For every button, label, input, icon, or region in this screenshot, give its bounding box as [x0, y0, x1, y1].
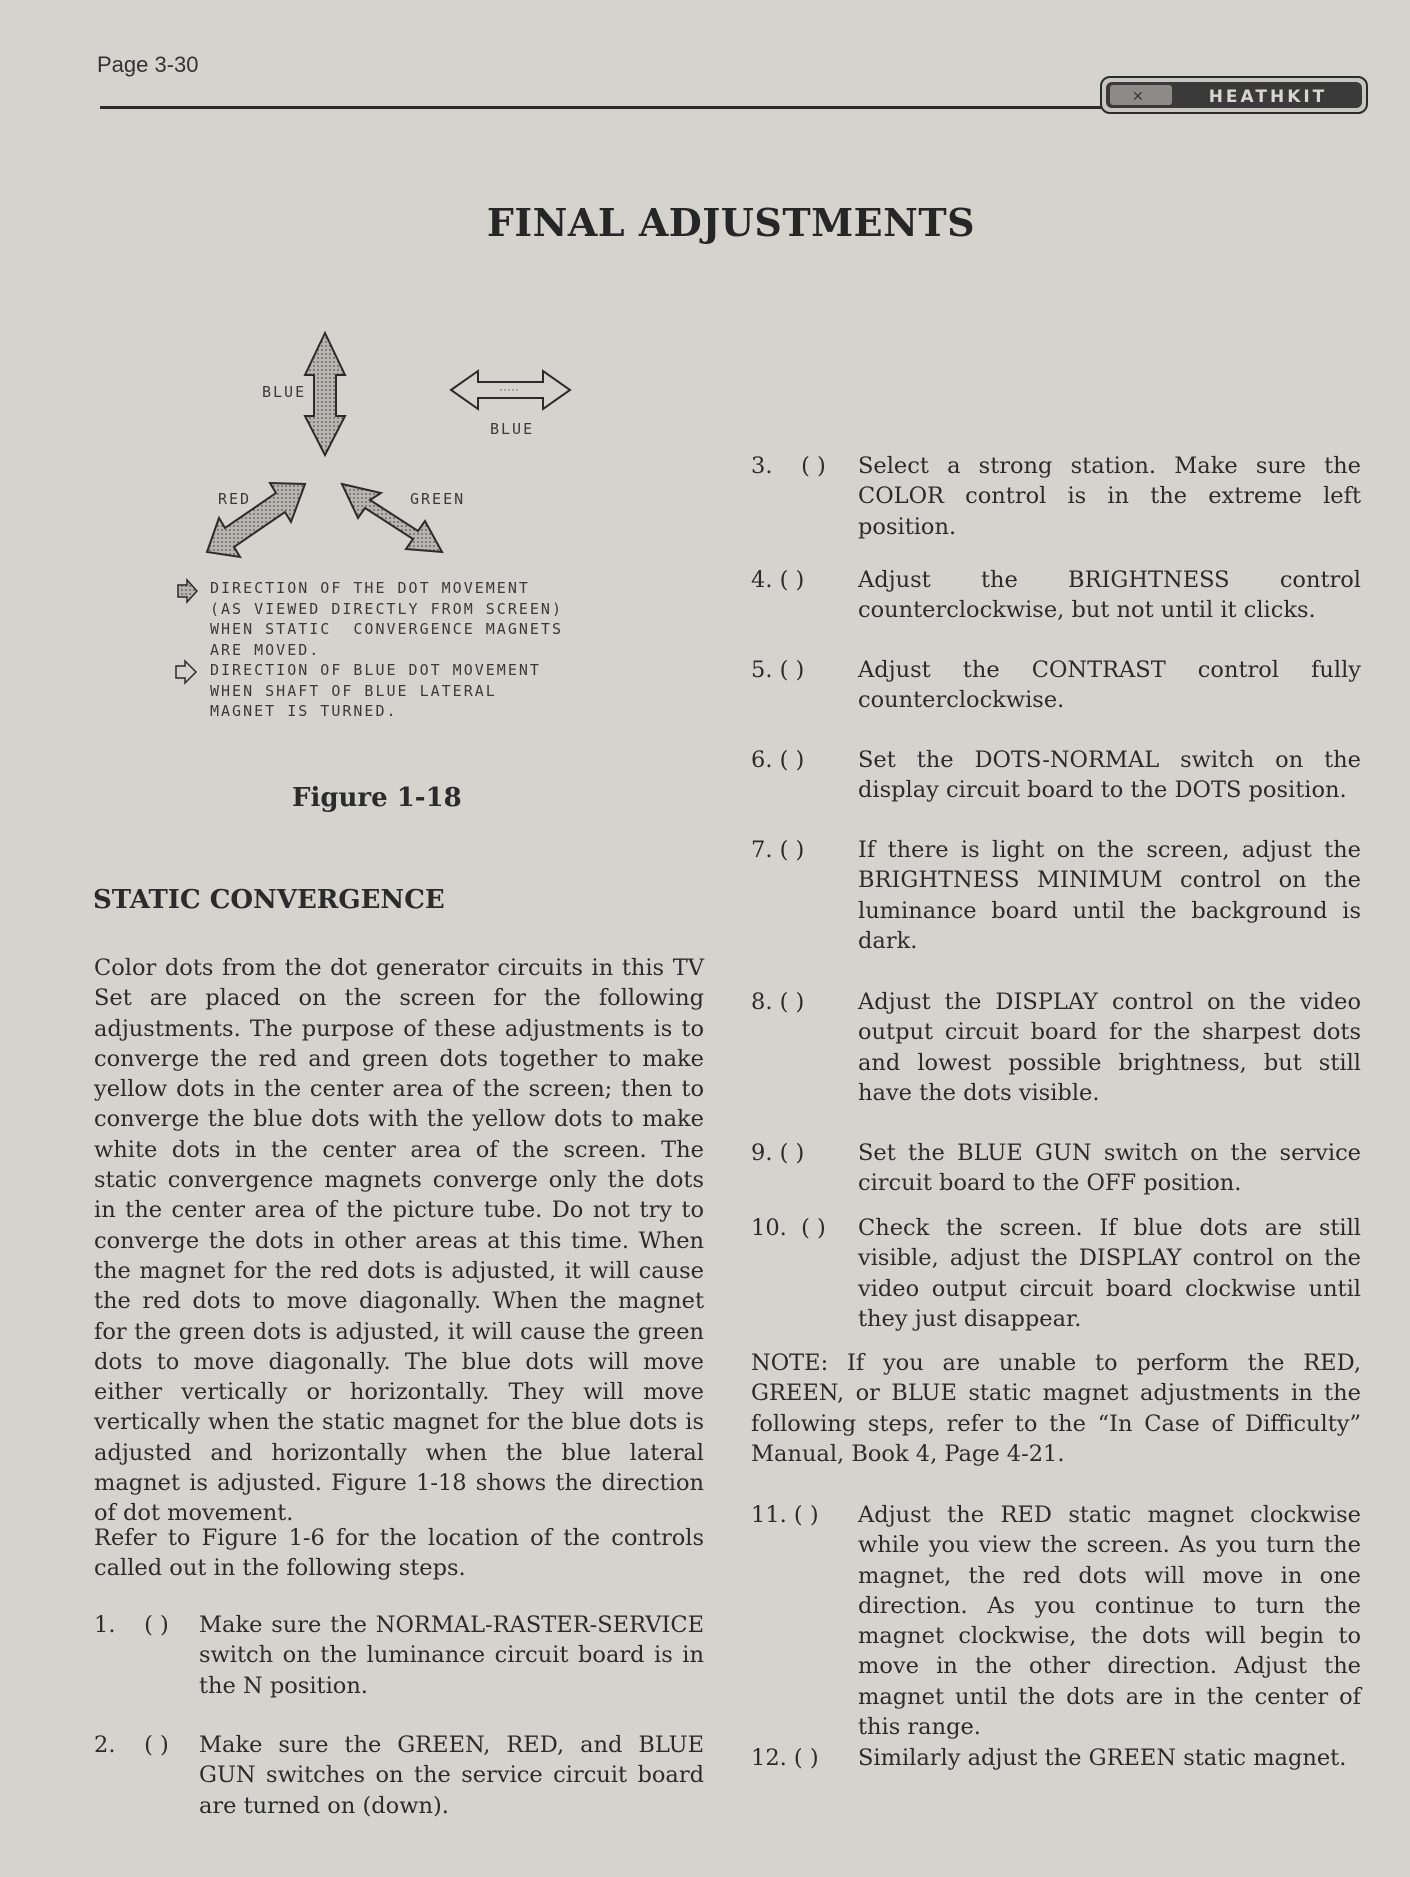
step-number: 5. ( ) [751, 657, 805, 683]
step-text: Select a strong station. Make sure the COLOR control is in the extreme left position. [858, 453, 1361, 540]
step-number: 7. ( ) [751, 837, 805, 863]
step-text: Adjust the RED static magnet clockwise while you view the screen. As you turn the magnet, the red dots will move in one direction. As you continue to turn the magnet clockwise, the dots will begin to move in the other direction. Adjust the magnet until the dots are in the center of this range. [858, 1502, 1361, 1741]
figure-legend [178, 578, 563, 722]
step-7 [751, 835, 1361, 956]
step-text: Similarly adjust the GREEN static magnet. [858, 1745, 1347, 1771]
step-text: Check the screen. If blue dots are still visible, adjust the DISPLAY control on the video output circuit board clockwise until they just disappear. [858, 1215, 1361, 1332]
heathkit-logo [1100, 76, 1368, 114]
label-green: GREEN [410, 490, 466, 508]
blue-horizontal-arrow [451, 371, 570, 409]
step-text: Make sure the NORMAL-RASTER-SERVICE switch on the luminance circuit board is in the N position. [199, 1612, 704, 1699]
step-6 [751, 745, 1361, 806]
label-blue-horizontal: BLUE [490, 420, 535, 438]
legend-item-filled: DIRECTION OF THE DOT MOVEMENT (AS VIEWED DIRECTLY FROM SCREEN) WHEN STATIC CONVERGENCE MAGNETS ARE MOVED. [210, 579, 563, 659]
step-1 [94, 1610, 704, 1701]
step-text: Set the BLUE GUN switch on the service circuit board to the OFF position. [858, 1140, 1361, 1197]
step-text: Make sure the GREEN, RED, and BLUE GUN switches on the service circuit board are turned on (down). [199, 1732, 704, 1819]
step-text: If there is light on the screen, adjust the BRIGHTNESS MINIMUM control on the luminance board until the background is dark. [858, 837, 1361, 954]
step-text: Adjust the DISPLAY control on the video output circuit board for the sharpest dots and lowest possible brightness, but still have the dots visible. [858, 989, 1361, 1106]
step-number: 4. ( ) [751, 567, 805, 593]
step-number: 3. ( ) [751, 453, 826, 479]
step-text: Adjust the CONTRAST control fully counterclockwise. [858, 657, 1361, 714]
note-paragraph: NOTE: If you are unable to perform the RED, GREEN, or BLUE static magnet adjustments in the following steps, refer to the “In Case of Difficulty” Manual, Book 4, Page 4-21. [751, 1350, 1361, 1467]
step-12 [751, 1743, 1361, 1773]
intro-paragraph: Color dots from the dot generator circuits in this TV Set are placed on the screen for the following adjustments. The purpose of these adjustments is to converge the red and green dots together to make yellow dots in the center area of the screen; then to converge the blue dots with the yellow dots to make white dots in the center area of the screen. The static convergence magnets converge only the dots in the center area of the picture tube. Do not try to converge the dots in other areas at this time. When the magnet for the red dots is adjusted, it will cause the red dots to move diagonally. When the magnet for the green dots is adjusted, it will cause the green dots to move diagonally. The blue dots will move either vertically or horizontally. They will move vertically when the static magnet for the blue dots is adjusted and horizontally when the blue lateral magnet is adjusted. Figure 1-18 shows the direction of dot movement. [94, 955, 704, 1527]
step-number: 12. ( ) [751, 1745, 819, 1771]
blue-vertical-arrow [305, 333, 345, 455]
step-number: 8. ( ) [751, 989, 805, 1015]
step-5 [751, 655, 1361, 716]
step-number: 9. ( ) [751, 1140, 805, 1166]
svg-text:✕: ✕ [1132, 89, 1144, 105]
page-title: FINAL ADJUSTMENTS [486, 200, 976, 245]
legend-item-outline: DIRECTION OF BLUE DOT MOVEMENT WHEN SHAFT OF BLUE LATERAL MAGNET IS TURNED. [210, 661, 541, 720]
step-number: 11. ( ) [751, 1502, 819, 1528]
step-4 [751, 565, 1361, 626]
step-number: 2. ( ) [94, 1732, 169, 1758]
step-text: Adjust the BRIGHTNESS control counterclockwise, but not until it clicks. [858, 567, 1361, 624]
step-number: 1. ( ) [94, 1612, 169, 1638]
step-3 [751, 451, 1361, 542]
step-9 [751, 1138, 1361, 1199]
figure-caption: Figure 1-18 [292, 783, 462, 813]
step-number: 10. ( ) [751, 1215, 826, 1241]
step-2 [94, 1730, 704, 1821]
step-text: Set the DOTS-NORMAL switch on the display circuit board to the DOTS position. [858, 747, 1361, 804]
logo-text: HEATHKIT [1208, 87, 1328, 107]
step-10 [751, 1213, 1361, 1334]
section-heading: STATIC CONVERGENCE [93, 885, 445, 915]
step-8 [751, 987, 1361, 1108]
refer-paragraph: Refer to Figure 1-6 for the location of the controls called out in the following steps. [94, 1525, 704, 1582]
label-red: RED [218, 490, 252, 508]
step-number: 6. ( ) [751, 747, 805, 773]
step-11 [751, 1500, 1361, 1742]
page-number: Page 3-30 [97, 52, 199, 77]
label-blue-vertical: BLUE [262, 383, 307, 401]
